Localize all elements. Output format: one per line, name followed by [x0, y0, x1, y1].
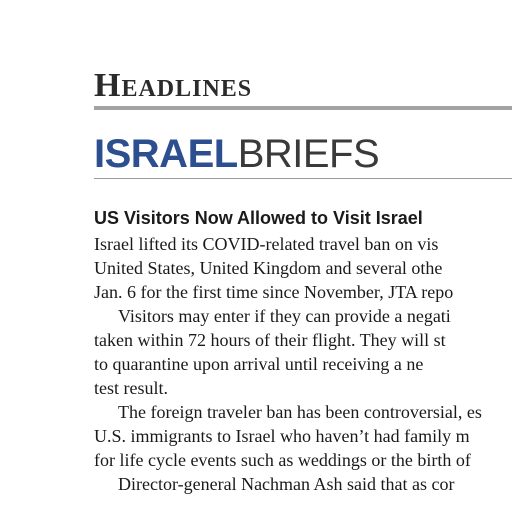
article-line: Visitors may enter if they can provide a negati [118, 306, 451, 326]
section-divider [94, 106, 512, 110]
briefs-divider [94, 178, 512, 179]
section-title: Headlines [94, 67, 253, 104]
article-line: to quarantine upon arrival until receiving a ne [94, 354, 424, 374]
briefs-title-bold: ISRAEL [94, 132, 238, 176]
briefs-title-light: BRIEFS [237, 132, 380, 176]
article-line: test result. [94, 378, 168, 398]
article-line: The foreign traveler ban has been controversial, es [118, 402, 482, 422]
briefs-title [94, 132, 379, 176]
article-line: Director-general Nachman Ash said that as cor [118, 474, 455, 494]
article-line: Jan. 6 for the first time since November, JTA repo [94, 282, 454, 302]
article-line: U.S. immigrants to Israel who haven’t had family m [94, 426, 470, 446]
article-line: taken within 72 hours of their flight. They will st [94, 330, 446, 350]
article-headline: US Visitors Now Allowed to Visit Israel [94, 208, 423, 228]
article-line: United States, United Kingdom and several othe [94, 258, 443, 278]
article-line: Israel lifted its COVID-related travel ban on vis [94, 234, 439, 254]
article-line: for life cycle events such as weddings or the birth of [94, 450, 471, 470]
